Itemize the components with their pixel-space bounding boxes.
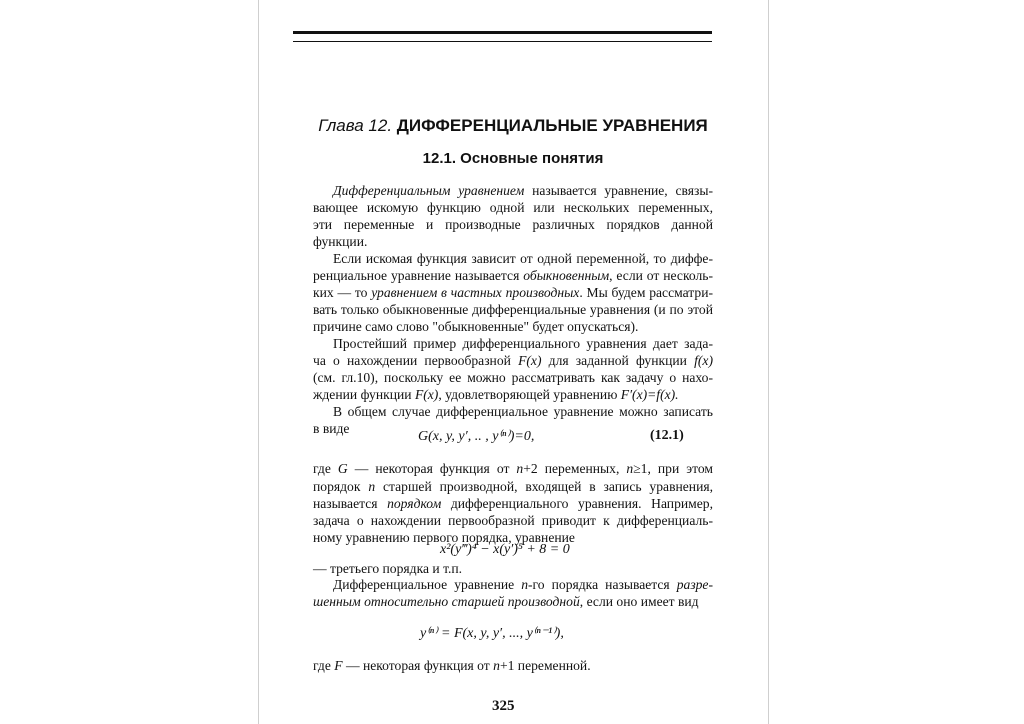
text: вающее искомую функцию одной или нескольких переменных, [313,200,713,215]
italic-text: n [493,658,500,673]
italic-text: n [368,479,376,494]
equation-12-1: G(x, y, y′, .. , y⁽ⁿ⁾)=0, [418,429,535,444]
italic-text: шенным относительно старшей производной [313,594,580,609]
text-line [313,200,713,216]
text-line [313,217,713,233]
text: ких — то [313,285,372,300]
text-line [313,285,713,301]
text: называется [313,496,388,511]
header-rule-thick [293,31,712,34]
text: причине само слово "обыкновенные" будет опускаться). [313,319,639,334]
italic-text: разре- [676,577,713,592]
text-line [333,251,713,267]
text-line [313,302,713,318]
page-number: 325 [492,698,515,714]
text-line [313,461,713,477]
text: . Мы будем рассматри- [579,285,713,300]
text-line [313,387,713,403]
text: эти переменные и производные различных порядков данной [313,217,713,232]
text-line [333,183,713,199]
text: где [313,461,338,476]
italic-text: Дифференциальным уравнением [333,183,525,198]
text-line [313,479,713,495]
chapter-prefix: Глава 12. [318,116,393,135]
text: порядок [313,479,369,494]
text: где [313,658,335,673]
italic-text: n [516,461,524,476]
italic-text: n [626,461,634,476]
text: ≥1, при этом [633,461,713,476]
text: , удовлетворяющей уравнению [438,387,621,402]
text: -го порядка называется [528,577,677,592]
text-line [313,353,713,369]
text: Простейший пример дифференциального уравнения дает зада- [333,336,713,351]
text: (см. гл.10), поскольку ее можно рассматривать как задачу о нахо- [313,370,713,385]
text: +1 переменной. [499,658,591,673]
text: для заданной функции [541,353,695,368]
text-line [313,658,713,674]
section-title: 12.1. Основные понятия [422,150,604,167]
text: , если от несколь- [609,268,713,283]
text: ному уравнению первого порядка, уравнение [313,530,575,545]
text: ча о нахождении первообразной [313,353,519,368]
text: называется уравнение, связы- [524,183,713,198]
page-left-edge [258,0,259,724]
text: — некоторая функция от [342,658,494,673]
chapter-name: ДИФФЕРЕНЦИАЛЬНЫЕ УРАВНЕНИЯ [396,116,708,135]
text: , если оно имеет вид [579,594,699,609]
text-line [333,336,713,352]
chapter-title [313,116,713,136]
text: функции. [313,234,368,249]
equation-number: (12.1) [650,428,684,443]
text: задача о нахождении первообразной приводит к дифференциаль- [313,513,713,528]
text: дифференциального уравнения. Например, [441,496,713,511]
italic-text: G [337,461,348,476]
text: в виде [313,421,350,436]
text-line [313,268,713,284]
text: — некоторая функция от [347,461,517,476]
italic-text: F(x) [518,353,542,368]
text-line [313,561,713,577]
italic-text: порядком [387,496,442,511]
page-right-edge [768,0,769,724]
italic-text: F′(x)=f(x). [620,387,679,402]
text-line [313,370,713,386]
text: Если искомая функция зависит от одной переменной, то диффе- [333,251,713,266]
text: ренциальное уравнение называется [313,268,524,283]
header-rule-thin [293,41,712,42]
equation-resolved-form: y⁽ⁿ⁾ = F(x, y, y′, ..., y⁽ⁿ⁻¹⁾), [420,626,564,641]
italic-text: обыкновенным [523,268,610,283]
italic-text: F [334,658,343,673]
text-line [313,234,713,250]
text-line [313,319,713,335]
text-line [313,513,713,529]
text-line [313,594,713,610]
text-line [333,404,713,420]
text: старшей производной, входящей в запись уравнения, [375,479,713,494]
text: вать только обыкновенные дифференциальные уравнения (и по этой [313,302,713,317]
italic-text: n [521,577,529,592]
text: — третьего порядка и т.п. [313,561,463,576]
text-line [333,577,713,593]
italic-text: F(x) [414,387,439,402]
italic-text: f(x) [694,353,713,368]
text: Дифференциальное уравнение [333,577,522,592]
text-line [313,496,713,512]
text: +2 переменных, [523,461,627,476]
text: В общем случае дифференциальное уравнение можно записать [333,404,713,419]
text: ждении функции [313,387,415,402]
equation-example: x²(y‴)⁴ − x(y′)⁵ + 8 = 0 [440,542,570,557]
italic-text: уравнением в частных производных [371,285,580,300]
